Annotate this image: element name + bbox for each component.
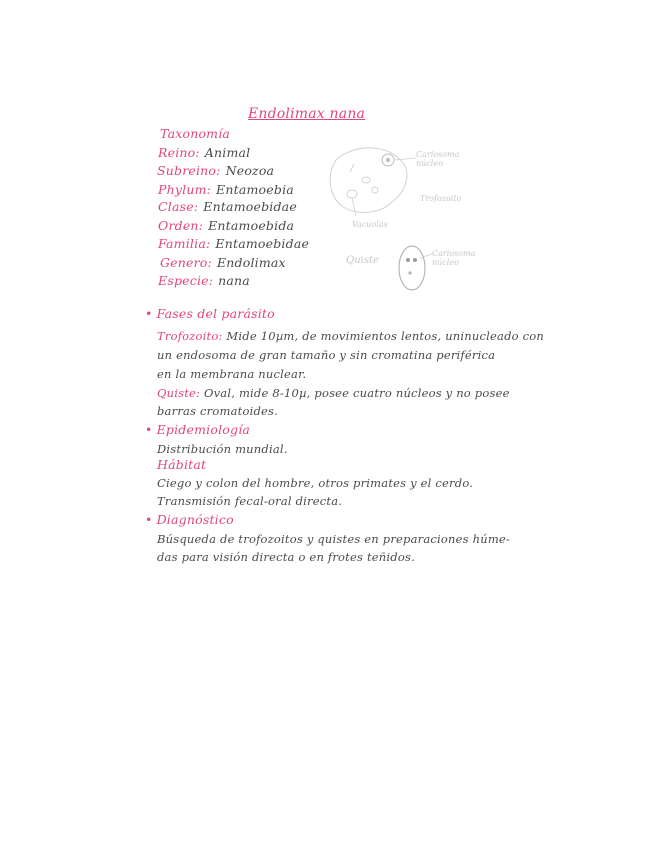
- trofozoito-line-3: en la membrana nuclear.: [157, 367, 307, 381]
- vacuole: [347, 190, 357, 198]
- taxonomy-row-phylum: [158, 182, 294, 197]
- taxonomy-value: Neozoa: [225, 163, 275, 178]
- diagram-trophozoite-label: Trofozoito: [420, 194, 462, 203]
- taxonomy-label: Especie:: [158, 273, 214, 288]
- taxonomy-value: Entamoebidae: [215, 236, 310, 251]
- taxonomy-row-subreino: [157, 163, 274, 178]
- diagnostico-line-2: das para visión directa o en frotes teñidos.: [157, 550, 415, 564]
- taxonomy-value: Entamoebidae: [203, 199, 297, 214]
- taxonomy-row-reino: [158, 145, 250, 160]
- bullet-icon: •: [145, 306, 153, 321]
- bullet-icon: •: [145, 512, 153, 527]
- section-heading-diagnostico: • Diagnóstico: [145, 512, 234, 527]
- taxonomy-row-especie: [158, 273, 250, 288]
- taxonomy-row-clase: [158, 199, 297, 214]
- taxonomy-row-familia: [158, 236, 309, 251]
- taxonomy-label: Orden:: [158, 218, 204, 233]
- habitat-text: Ciego y colon del hombre, otros primates y el cerdo.: [157, 476, 474, 490]
- taxonomy-value: Entamoebida: [208, 218, 295, 233]
- taxonomy-value: nana: [218, 273, 250, 288]
- quiste-text: Oval, mide 8-10µ, posee cuatro núcleos y no posee: [203, 386, 510, 400]
- taxonomy-label: Subreino:: [157, 163, 221, 178]
- diagram-vacuole-label: Vacuolas: [352, 220, 388, 229]
- trofozoito-line-2: un endosoma de gran tamaño y sin cromatina periférica: [157, 348, 496, 362]
- taxonomy-label: Phylum:: [158, 182, 212, 197]
- bullet-icon: •: [145, 422, 153, 437]
- taxonomy-value: Animal: [204, 145, 251, 160]
- diagram-cyst-label: Quiste: [346, 255, 379, 266]
- vacuole: [372, 187, 378, 193]
- taxonomy-value: Endolimax: [216, 255, 286, 270]
- quiste-line-1: [157, 386, 510, 400]
- trofozoito-text: Mide 10µm, de movimientos lentos, uninucleado con: [226, 329, 544, 343]
- trophozoite-outline: [330, 148, 407, 213]
- taxonomy-label: Reino:: [158, 145, 200, 160]
- cyst-outline: [399, 246, 425, 290]
- diagram-cyst-nuclei-label: Cariosoma núcleo: [432, 249, 476, 267]
- epidemiologia-text: Distribución mundial.: [157, 442, 288, 456]
- diagram-nucleus-label: Cariosoma núcleo: [416, 150, 460, 168]
- trofozoito-label: Trofozoito:: [157, 329, 223, 343]
- taxonomy-value: Entamoebia: [216, 182, 294, 197]
- section-heading-epidemiologia: • Epidemiología: [145, 422, 251, 437]
- trofozoito-line-1: [157, 329, 544, 343]
- diagnostico-line-1: Búsqueda de trofozoitos y quistes en preparaciones húme-: [157, 532, 511, 546]
- transmision-text: Transmisión fecal-oral directa.: [157, 494, 343, 508]
- section-heading-habitat: Hábitat: [157, 457, 207, 472]
- vacuole: [362, 177, 370, 183]
- quiste-line-2: barras cromatoides.: [157, 404, 278, 418]
- taxonomy-row-orden: [158, 218, 294, 233]
- section-heading-fases: • Fases del parásito: [145, 306, 275, 321]
- taxonomy-heading: Taxonomía: [160, 126, 231, 141]
- taxonomy-label: Genero:: [160, 255, 212, 270]
- taxonomy-label: Familia:: [158, 236, 211, 251]
- quiste-label: Quiste:: [157, 386, 201, 400]
- taxonomy-row-genero: [160, 255, 286, 270]
- page-title: Endolimax nana: [248, 106, 366, 122]
- taxonomy-label: Clase:: [158, 199, 199, 214]
